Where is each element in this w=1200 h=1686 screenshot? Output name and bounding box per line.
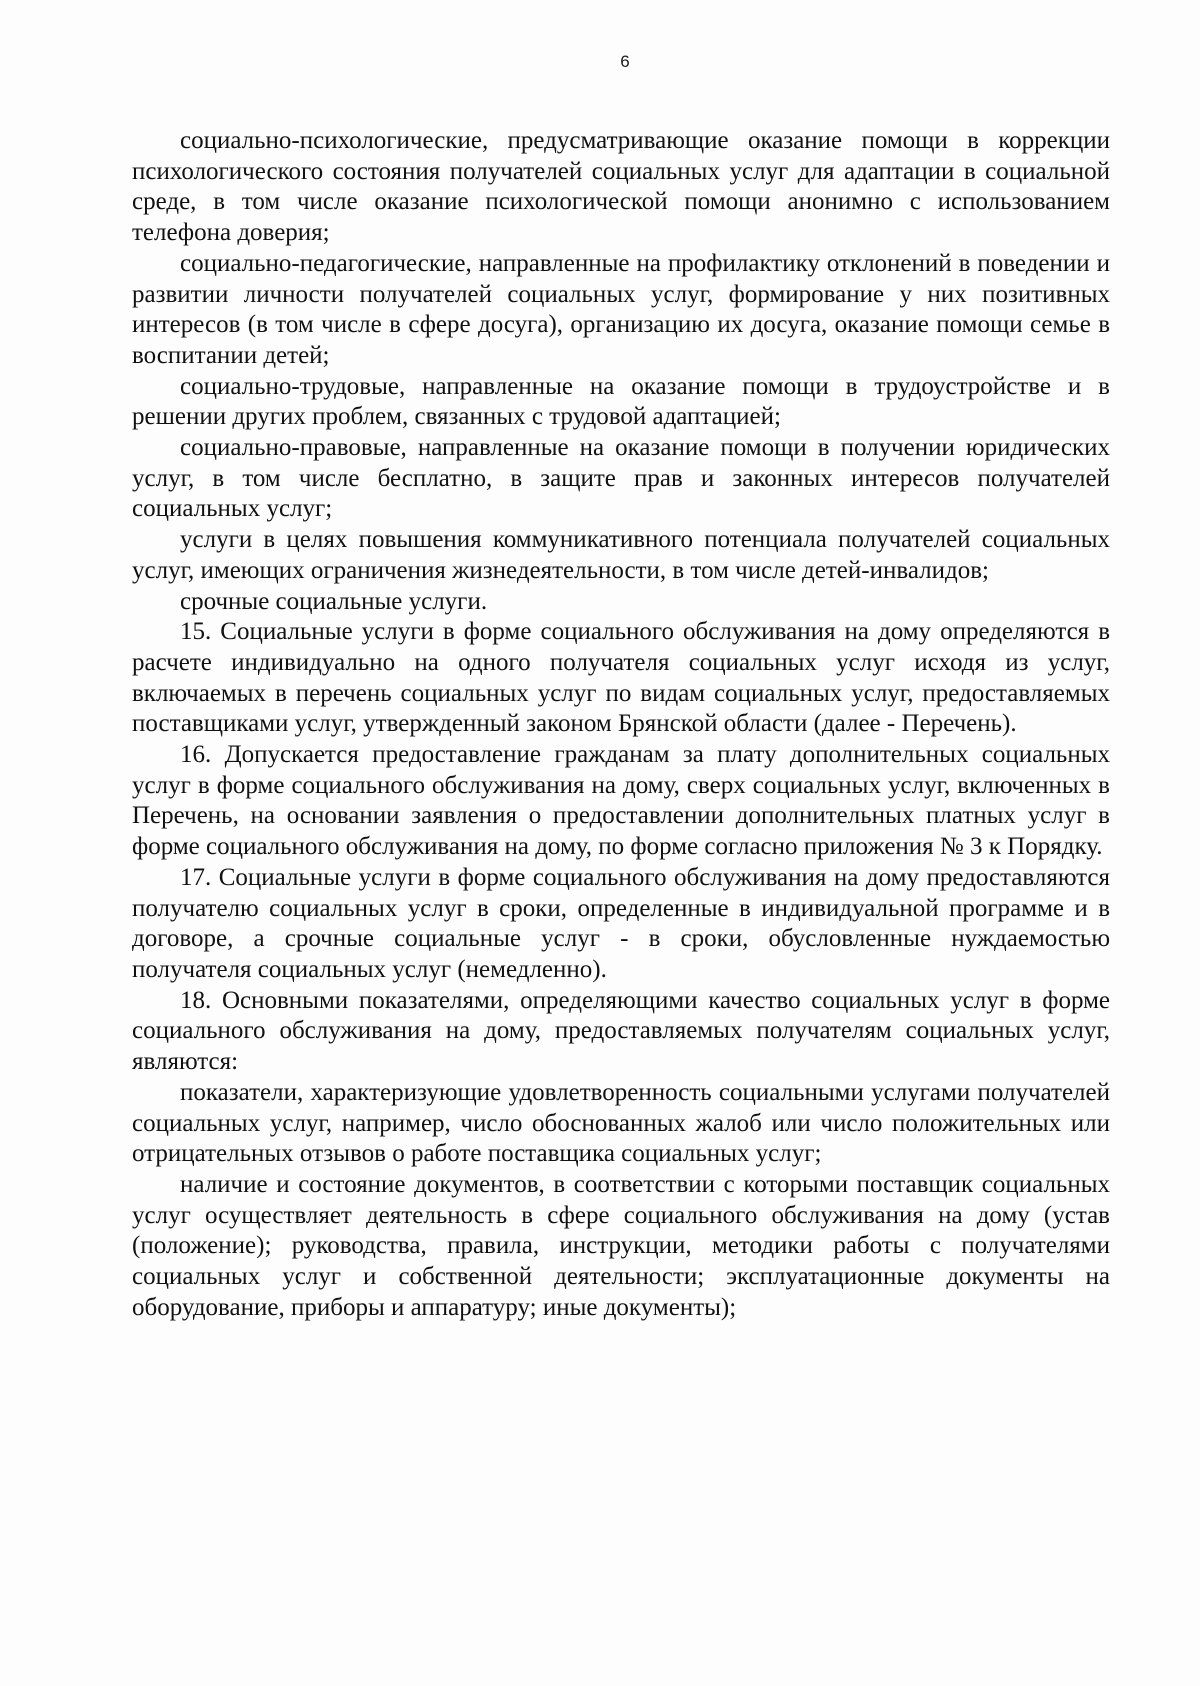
paragraph-communicative-services: услуги в целях повышения коммуникативного потенциала получателей социальных услуг, имеющих ограничения жизнедеятельности, в том числе детей-инвалидов; [132, 526, 1110, 584]
paragraph-item-16: 16. Допускается предоставление гражданам за плату дополнительных социальных услуг в форме социального обслуживания на дому, сверх социальных услуг, включенных в Перечень, на основании заявления о предоставлении дополнительных платных услуг в форме социального обслуживания на дому, по форме согласно приложения № 3 к Порядку. [132, 741, 1110, 861]
paragraph-socio-legal: социально-правовые, направленные на оказание помощи в получении юридических услуг, в том числе бесплатно, в защите прав и законных интересов получателей социальных услуг; [132, 434, 1110, 523]
paragraph-satisfaction-indicators: показатели, характеризующие удовлетворенность социальными услугами получателей социальных услуг, например, число обоснованных жалоб или число положительных или отрицательных отзывов о работе поставщика социальных услуг; [132, 1078, 1110, 1168]
paragraph-urgent-services: срочные социальные услуги. [180, 587, 488, 615]
paragraph-documents-availability: наличие и состояние документов, в соответствии с которыми поставщик социальных услуг осуществляет деятельность в сфере социального обслуживания на дому (устав (положение); руководства, правила, инструкции, методики работы с получателями социальных услуг и собственной деятельности; эксплуатационные документы на оборудование, приборы и аппаратуру; иные документы); [132, 1170, 1110, 1321]
paragraph-item-15: 15. Социальные услуги в форме социального обслуживания на дому определяются в расчете индивидуально на одного получателя социальных услуг исходя из услуг, включаемых в перечень социальных услуг по видам социальных услуг, предоставляемых поставщиками услуг, утвержденный законом Брянской области (далее - Перечень). [132, 618, 1110, 738]
paragraph-socio-labor: социально-трудовые, направленные на оказание помощи в трудоустройстве и в решении других проблем, связанных с трудовой адаптацией; [132, 372, 1110, 431]
paragraph-socio-psychological: социально-психологические, предусматривающие оказание помощи в коррекции психологического состояния получателей социальных услуг для адаптации в социальной среде, в том числе оказание психологической помощи анонимно с использованием телефона доверия; [132, 127, 1110, 247]
paragraph-item-17: 17. Социальные услуги в форме социального обслуживания на дому предоставляются получателю социальных услуг в сроки, определенные в индивидуальной программе и в договоре, а срочные социальные услуг - в сроки, обусловленные нуждаемостью получателя социальных услуг (немедленно). [132, 863, 1110, 983]
document-body [132, 126, 1110, 1323]
paragraph-socio-pedagogical: социально-педагогические, направленные на профилактику отклонений в поведении и развитии личности получателей социальных услуг, формирование у них позитивных интересов (в том числе в сфере досуга), организацию их досуга, оказание помощи семье в воспитании детей; [132, 249, 1110, 369]
paragraph-item-18: 18. Основными показателями, определяющими качество социальных услуг в форме социального обслуживания на дому, предоставляемых получателям социальных услуг, являются: [132, 986, 1110, 1076]
page-number: 6 [620, 52, 630, 71]
